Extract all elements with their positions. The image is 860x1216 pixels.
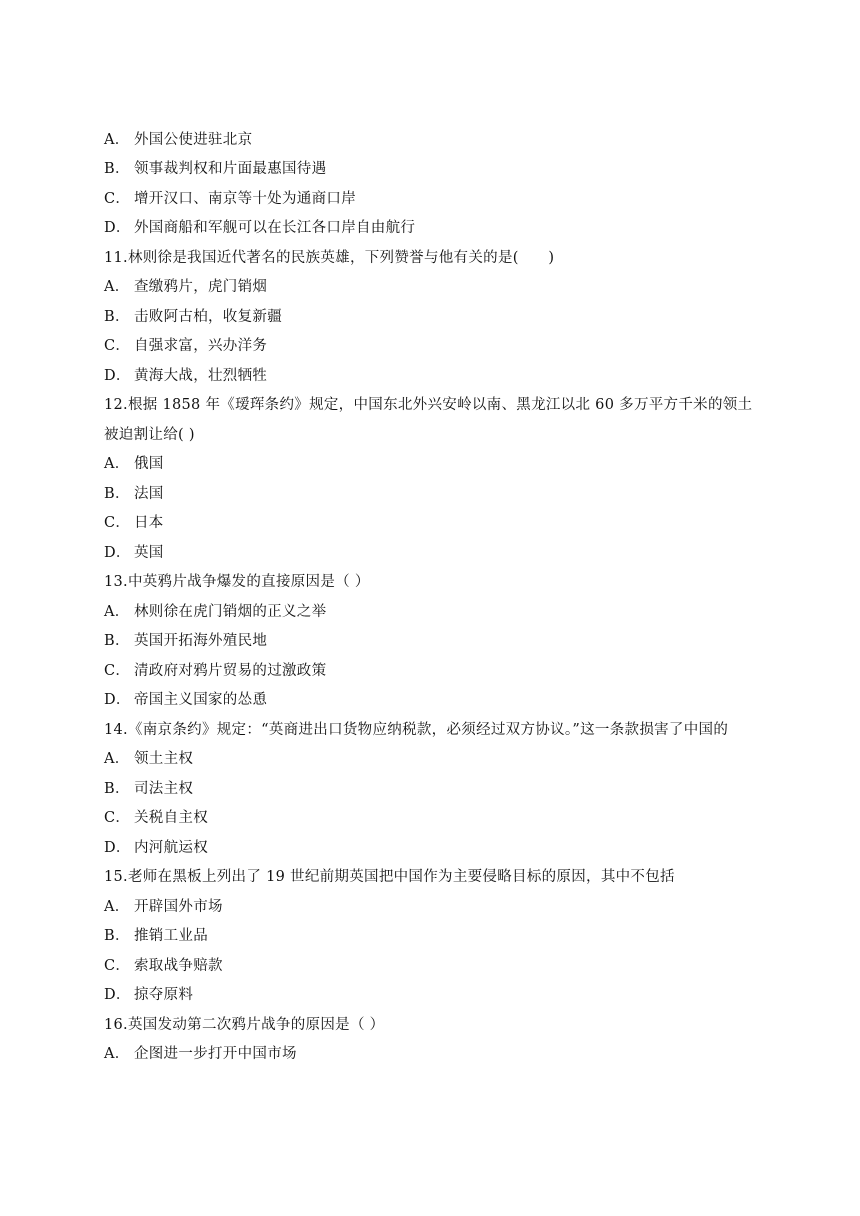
- q12-option-c: C． 日本: [104, 515, 164, 531]
- q15-option-b: B． 推销工业品: [104, 928, 208, 944]
- q12-option-a: A． 俄国: [104, 456, 164, 472]
- q12-question-line2: 被迫割让给( ): [104, 427, 195, 443]
- q11-option-b: B． 击败阿古柏，收复新疆: [104, 309, 282, 325]
- q10-option-d: D． 外国商船和军舰可以在长江各口岸自由航行: [104, 220, 416, 236]
- q10-option-c: C． 增开汉口、南京等十处为通商口岸: [104, 191, 356, 207]
- q13-option-d: D． 帝国主义国家的怂恿: [104, 692, 268, 708]
- q13-option-a: A． 林则徐在虎门销烟的正义之举: [104, 604, 327, 620]
- q16-option-a: A． 企图进一步打开中国市场: [104, 1046, 297, 1062]
- q14-option-d: D． 内河航运权: [104, 840, 208, 856]
- q14-option-b: B． 司法主权: [104, 781, 194, 797]
- q14-option-a: A． 领土主权: [104, 751, 194, 767]
- q15-option-d: D． 掠夺原料: [104, 987, 194, 1003]
- q13-option-b: B． 英国开拓海外殖民地: [104, 633, 268, 649]
- q12-option-b: B． 法国: [104, 486, 164, 502]
- q12-option-d: D． 英国: [104, 545, 164, 561]
- q15-question: 15.老师在黑板上列出了 19 世纪前期英国把中国作为主要侵略目标的原因，其中不包括: [104, 869, 675, 885]
- q12-question-line1: 12.根据 1858 年《瑷珲条约》规定，中国东北外兴安岭以南、黑龙江以北 60 多万平方千米的领土: [104, 397, 753, 413]
- q11-option-d: D． 黄海大战，壮烈牺牲: [104, 368, 268, 384]
- q13-question: 13.中英鸦片战争爆发的直接原因是（ ）: [104, 574, 370, 590]
- q13-option-c: C． 清政府对鸦片贸易的过激政策: [104, 663, 327, 679]
- q11-option-a: A． 查缴鸦片，虎门销烟: [104, 279, 268, 295]
- q11-question: 11.林则徐是我国近代著名的民族英雄，下列赞誉与他有关的是( ): [104, 250, 555, 266]
- q15-option-c: C． 索取战争赔款: [104, 958, 223, 974]
- q14-question: 14.《南京条约》规定：“英商进出口货物应纳税款，必须经过双方协议。”这一条款损害了中国的: [104, 722, 729, 738]
- q15-option-a: A． 开辟国外市场: [104, 899, 223, 915]
- q11-option-c: C． 自强求富，兴办洋务: [104, 338, 268, 354]
- q10-option-b: B． 领事裁判权和片面最惠国待遇: [104, 161, 327, 177]
- q14-option-c: C． 关税自主权: [104, 810, 208, 826]
- q10-option-a: A． 外国公使进驻北京: [104, 132, 253, 148]
- q16-question: 16.英国发动第二次鸦片战争的原因是（ ）: [104, 1017, 385, 1033]
